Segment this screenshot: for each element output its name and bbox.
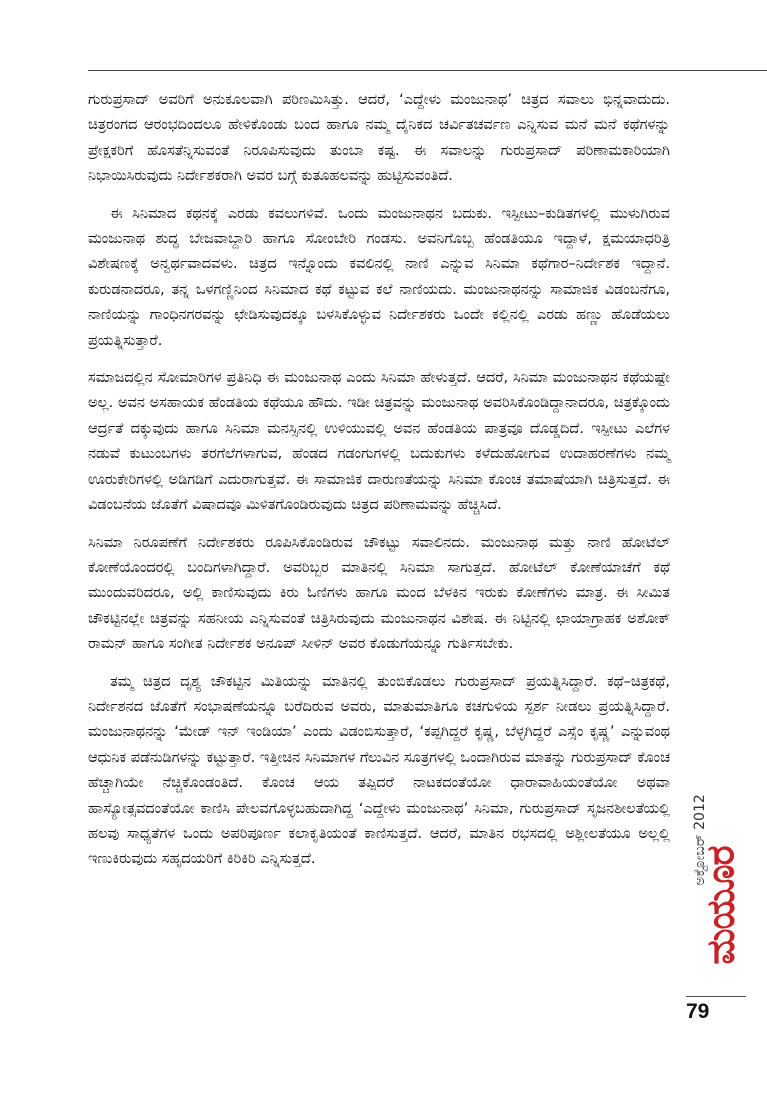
page-number-divider	[686, 996, 746, 997]
article-paragraph-2: ಈ ಸಿನಿಮಾದ ಕಥನಕ್ಕೆ ಎರಡು ಕವಲುಗಳಿವೆ. ಒಂದು ಮಂಜುನಾಥನ ಬದುಕು. ಇಸ್ಪೀಟು–ಕುಡಿತಗಳಲ್ಲಿ ಮುಳುಗಿರುವ ಮಂಜುನಾಥ ಶುದ್ಧ ಬೇಜವಾಬ್ದಾರಿ ಹಾಗೂ ಸೋಂಬೇರಿ ಗಂಡಸು. ಅವನಿಗೊಬ್ಬ ಹೆಂಡತಿಯೂ ಇದ್ದಾಳೆ, ಕ್ಷಮಯಾಧರಿತ್ರಿ ವಿಶೇಷಣಕ್ಕೆ ಅನ್ವರ್ಥವಾದವಳು. ಚಿತ್ರದ ಇನ್ನೊಂದು ಕವಲಿನಲ್ಲಿ ನಾಣಿ ಎನ್ನುವ ಸಿನಿಮಾ ಕಥೆಗಾರ–ನಿರ್ದೇಶಕ ಇದ್ದಾನೆ. ಕುರುಡನಾದರೂ, ತನ್ನ ಒಳಗಣ್ಣಿನಿಂದ ಸಿನಿಮಾದ ಕಥೆ ಕಟ್ಟುವ ಕಲೆ ನಾಣಿಯದು. ಮಂಜುನಾಥನನ್ನು ಸಾಮಾಜಿಕ ವಿಡಂಬನೆಗೂ, ನಾಣಿಯನ್ನು ಗಾಂಧಿನಗರವನ್ನು ಛೇಡಿಸುವುದಕ್ಕೂ ಬಳಸಿಕೊಳ್ಳುವ ನಿರ್ದೇಶಕರು ಒಂದೇ ಕಲ್ಲಿನಲ್ಲಿ ಎರಡು ಹಣ್ಣು ಹೊಡೆಯಲು ಪ್ರಯತ್ನಿಸುತ್ತಾರೆ.	[88, 205, 670, 349]
article-paragraph-1: ಗುರುಪ್ರಸಾದ್ ಅವರಿಗೆ ಅನುಕೂಲವಾಗಿ ಪರಿಣಮಿಸಿತ್ತು. ಆದರೆ, ‘ಎದ್ದೇಳು ಮಂಜುನಾಥ’ ಚಿತ್ರದ ಸವಾಲು ಭಿನ್ನವಾದುದು. ಚಿತ್ರರಂಗದ ಆರಂಭದಿಂದಲೂ ಹೇಳಿಕೊಂಡು ಬಂದ ಹಾಗೂ ನಮ್ಮ ದೈನಿಕದ ಚರ್ವಿತಚರ್ವಣ ಎನ್ನಿಸುವ ಮನೆ ಮನೆ ಕಥೆಗಳನ್ನು ಪ್ರೇಕ್ಷಕರಿಗೆ ಹೊಸತೆನ್ನಿಸುವಂತೆ ನಿರೂಪಿಸುವುದು ತುಂಬಾ ಕಷ್ಟ. ಈ ಸವಾಲನ್ನು ಗುರುಪ್ರಸಾದ್ ಪರಿಣಾಮಕಾರಿಯಾಗಿ ನಿಭಾಯಿಸಿರುವುದು ನಿರ್ದೇಶಕರಾಗಿ ಅವರ ಬಗ್ಗೆ ಕುತೂಹಲವನ್ನು ಹುಟ್ಟಿಸುವಂತಿದೆ.	[88, 92, 670, 185]
issue-date-text: ಅಕ್ಟೋಬರ್ 2012	[692, 794, 708, 886]
article-paragraph-3: ಸಮಾಜದಲ್ಲಿನ ಸೋಮಾರಿಗಳ ಪ್ರತಿನಿಧಿ ಈ ಮಂಜುನಾಥ ಎಂದು ಸಿನಿಮಾ ಹೇಳುತ್ತದೆ. ಆದರೆ, ಸಿನಿಮಾ ಮಂಜುನಾಥನ ಕಥೆಯಷ್ಟೇ ಅಲ್ಲ. ಅವನ ಅಸಹಾಯಕ ಹೆಂಡತಿಯ ಕಥೆಯೂ ಹೌದು. ಇಡೀ ಚಿತ್ರವನ್ನು ಮಂಜುನಾಥ ಅವರಿಸಿಕೊಂಡಿದ್ದಾನಾದರೂ, ಚಿತ್ರಕ್ಕೊಂದು ಆರ್ದ್ರತೆ ದಕ್ಕುವುದು ಹಾಗೂ ಸಿನಿಮಾ ಮನಸ್ಸಿನಲ್ಲಿ ಉಳಿಯುವಲ್ಲಿ ಅವನ ಹೆಂಡತಿಯ ಪಾತ್ರವೂ ದೊಡ್ಡದಿದೆ. ಇಸ್ಪೀಟು ಎಲೆಗಳ ನಡುವೆ ಕುಟುಂಬಗಳು ತರಗೆಲೆಗಳಾಗುವ, ಹೆಂಡದ ಗಡಂಗುಗಳಲ್ಲಿ ಬದುಕುಗಳು ಕಳೆದುಹೋಗುವ ಉದಾಹರಣೆಗಳು ನಮ್ಮ ಊರುಕೇರಿಗಳಲ್ಲಿ ಅಡಿಗಡಿಗೆ ಎದುರಾಗುತ್ತವೆ. ಈ ಸಾಮಾಜಿಕ ದಾರುಣತೆಯನ್ನು ಸಿನಿಮಾ ಕೊಂಚ ತಮಾಷೆಯಾಗಿ ಚಿತ್ರಿಸುತ್ತದೆ. ಈ ವಿಡಂಬನೆಯ ಜೊತೆಗೆ ವಿಷಾದವೂ ಮಿಳಿತಗೊಂಡಿರುವುದು ಚಿತ್ರದ ಪರಿಣಾಮವನ್ನು ಹೆಚ್ಚಿಸಿದೆ.	[88, 370, 670, 514]
magazine-logo-text: ಮಯೂರ	[698, 845, 743, 965]
magazine-logo	[695, 820, 747, 990]
top-divider	[88, 70, 767, 71]
article-body	[88, 88, 670, 873]
article-paragraph-4: ಸಿನಿಮಾ ನಿರೂಪಣೆಗೆ ನಿರ್ದೇಶಕರು ರೂಪಿಸಿಕೊಂಡಿರುವ ಚೌಕಟ್ಟು ಸವಾಲಿನದು. ಮಂಜುನಾಥ ಮತ್ತು ನಾಣಿ ಹೋಟೆಲ್ ಕೋಣೆಯೊಂದರಲ್ಲಿ ಬಂದಿಗಳಾಗಿದ್ದಾರೆ. ಅವರಿಬ್ಬರ ಮಾತಿನಲ್ಲಿ ಸಿನಿಮಾ ಸಾಗುತ್ತದೆ. ಹೋಟೆಲ್ ಕೋಣೆಯಾಚೆಗೆ ಕಥೆ ಮುಂದುವರಿದರೂ, ಅಲ್ಲಿ ಕಾಣಿಸುವುದು ಕಿರು ಓಣಿಗಳು ಹಾಗೂ ಮಂದ ಬೆಳಕಿನ ಇರುಕು ಕೋಣೆಗಳು ಮಾತ್ರ. ಈ ಸೀಮಿತ ಚೌಕಟ್ಟಿನಲ್ಲೇ ಚಿತ್ರವನ್ನು ಸಹನೀಯ ಎನ್ನಿಸುವಂತೆ ಚಿತ್ರಿಸಿರುವುದು ಮಂಜುನಾಥನ ವಿಶೇಷ. ಈ ನಿಟ್ಟಿನಲ್ಲಿ ಛಾಯಾಗ್ರಾಹಕ ಅಶೋಕ್ ರಾಮನ್ ಹಾಗೂ ಸಂಗೀತ ನಿರ್ದೇಶಕ ಅನೂಪ್ ಸೀಳಿನ್ ಅವರ ಕೊಡುಗೆಯನ್ನೂ ಗುರ್ತಿಸಬೇಕು.	[88, 534, 670, 653]
page-number: 79	[686, 1000, 710, 1023]
article-paragraph-5: ತಮ್ಮ ಚಿತ್ರದ ದೃಶ್ಯ ಚೌಕಟ್ಟಿನ ಮಿತಿಯನ್ನು ಮಾತಿನಲ್ಲಿ ತುಂಬಿಕೊಡಲು ಗುರುಪ್ರಸಾದ್ ಪ್ರಯತ್ನಿಸಿದ್ದಾರೆ. ಕಥೆ–ಚಿತ್ರಕಥೆ, ನಿರ್ದೇಶನದ ಜೊತೆಗೆ ಸಂಭಾಷಣೆಯನ್ನೂ ಬರೆದಿರುವ ಅವರು, ಮಾತುಮಾತಿಗೂ ಕಚಗುಳಿಯ ಸ್ಪರ್ಶ ನೀಡಲು ಪ್ರಯತ್ನಿಸಿದ್ದಾರೆ. ಮಂಜುನಾಥನನ್ನು ‘ಮೇಡ್ ಇನ್ ಇಂಡಿಯಾ’ ಎಂದು ವಿಡಂಬಿಸುತ್ತಾರೆ, ‘ಕಪ್ಪಗಿದ್ದರೆ ಕೃಷ್ಣ, ಬೆಳ್ಳಗಿದ್ದರೆ ಎಸ್ಸೆಂ ಕೃಷ್ಣ’ ಎನ್ನುವಂಥ ಆಧುನಿಕ ಪಡೆನುಡಿಗಳನ್ನು ಕಟ್ಟುತ್ತಾರೆ. ಇತ್ತೀಚಿನ ಸಿನಿಮಾಗಳ ಗೆಲುವಿನ ಸೂತ್ರಗಳಲ್ಲಿ ಒಂದಾಗಿರುವ ಮಾತನ್ನು ಗುರುಪ್ರಸಾದ್ ಕೊಂಚ ಹೆಚ್ಚಾಗಿಯೇ ನೆಚ್ಚಿಕೊಂಡಂತಿದೆ. ಕೊಂಚ ಆಯ ತಪ್ಪಿದರೆ ನಾಟಕದಂತೆಯೋ ಧಾರಾವಾಹಿಯಂತೆಯೋ ಅಥವಾ ಹಾಸ್ಯೋತ್ಸವದಂತೆಯೋ ಕಾಣಿಸಿ ಪೇಲವಗೊಳ್ಳಬಹುದಾಗಿದ್ದ ‘ಎದ್ದೇಳು ಮಂಜುನಾಥ’ ಸಿನಿಮಾ, ಗುರುಪ್ರಸಾದ್ ಸೃಜನಶೀಲತೆಯಲ್ಲಿ ಹಲವು ಸಾಧ್ಯತೆಗಳ ಒಂದು ಅಪರಿಪೂರ್ಣ ಕಲಾಕೃತಿಯಂತೆ ಕಾಣಿಸುತ್ತದೆ. ಆದರೆ, ಮಾತಿನ ರಭಸದಲ್ಲಿ ಅಶ್ಲೀಲತೆಯೂ ಅಲ್ಲಲ್ಲಿ ಇಣುಕಿರುವುದು ಸಹೃದಯರಿಗೆ ಕಿರಿಕಿರಿ ಎನ್ನಿಸುತ್ತದೆ.	[88, 673, 670, 868]
